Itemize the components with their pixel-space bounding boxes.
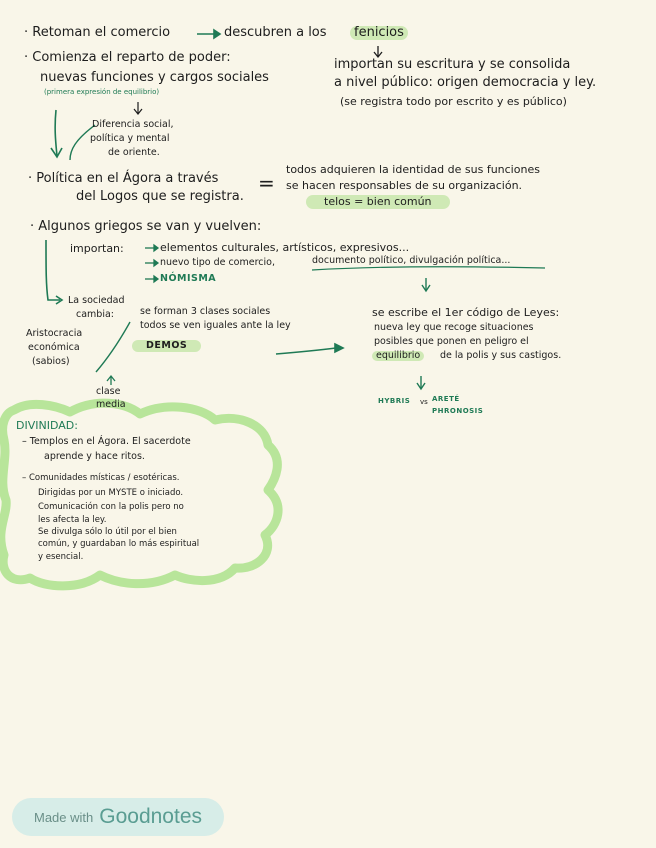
misticas-5: Se divulga sólo lo útil por el bien xyxy=(38,527,177,537)
importan-label: importan: xyxy=(70,242,124,255)
identidad-2: se hacen responsables de su organización. xyxy=(286,179,523,192)
clase-media-1: clase xyxy=(96,386,121,397)
goodnotes-logo: Goodnotes xyxy=(99,805,202,828)
aristocracia-1: Aristocracia xyxy=(26,328,83,339)
line-primera-expresion: (primera expresión de equilibrio) xyxy=(44,88,160,96)
misticas-2: Dirigidas por un MYSTE o iniciado. xyxy=(38,488,184,498)
misticas-7: y esencial. xyxy=(38,552,84,562)
right-line-1: importan su escritura y se consolida xyxy=(334,57,571,72)
import-item-1: elementos culturales, artísticos, expresivos... xyxy=(160,241,410,254)
clases-1: se forman 3 clases sociales xyxy=(140,306,271,317)
sociedad-1: La sociedad xyxy=(68,295,125,306)
arete: ARETÉ xyxy=(432,395,460,403)
politica-1: · Política en el Ágora a través xyxy=(28,171,219,186)
line-fenicios: fenicios xyxy=(350,26,408,40)
diferencia-3: de oriente. xyxy=(108,147,160,158)
diferencia-1: Diferencia social, xyxy=(92,119,174,130)
templos-1: – Templos en el Ágora. El sacerdote xyxy=(22,436,191,447)
misticas-3: Comunicación con la polis pero no xyxy=(38,502,184,512)
identidad-1: todos adquieren la identidad de sus funciones xyxy=(286,163,540,176)
vs-label: vs xyxy=(420,398,428,406)
import-item-nomisma: NÓMISMA xyxy=(160,273,217,284)
line-descubren: descubren a los xyxy=(224,25,327,40)
line-retoman: · Retoman el comercio xyxy=(24,25,171,40)
codigo-3: posibles que ponen en peligro el xyxy=(374,336,529,347)
import-item-2b: documento político, divulgación política... xyxy=(312,255,511,266)
right-line-2: a nivel público: origen democracia y ley. xyxy=(334,75,597,90)
codigo-4: de la polis y sus castigos. xyxy=(440,350,562,361)
divinidad-title: DIVINIDAD: xyxy=(16,419,78,432)
made-with-label: Made with xyxy=(34,809,94,825)
codigo-1: se escribe el 1er código de Leyes: xyxy=(372,306,560,319)
telos-highlight: telos = bien común xyxy=(306,195,450,209)
codigo-2: nueva ley que recoge situaciones xyxy=(374,322,534,333)
phronosis: PHRONOSIS xyxy=(432,407,484,415)
right-line-3: (se registra todo por escrito y es público) xyxy=(340,95,567,108)
codigo-equilibrio: equilibrio xyxy=(372,351,424,361)
clases-2: todos se ven iguales ante la ley xyxy=(140,320,291,331)
algunos-griegos: · Algunos griegos se van y vuelven: xyxy=(30,219,262,234)
demos-highlight: DEMOS xyxy=(132,340,201,352)
templos-2: aprende y hace ritos. xyxy=(44,451,145,462)
clase-media-2: media xyxy=(96,399,126,410)
misticas-6: común, y guardaban lo más espiritual xyxy=(38,539,200,549)
line-comienza: · Comienza el reparto de poder: xyxy=(24,50,231,65)
diferencia-2: política y mental xyxy=(90,133,170,144)
hybris: HYBRIS xyxy=(378,397,411,405)
import-item-2: nuevo tipo de comercio, xyxy=(160,257,275,268)
aristocracia-3: (sabios) xyxy=(32,356,70,367)
arrow-icon xyxy=(197,30,220,38)
equals-sign: = xyxy=(258,171,275,195)
sociedad-2: cambia: xyxy=(76,309,114,320)
aristocracia-2: económica xyxy=(28,342,80,353)
line-nuevas-funciones: nuevas funciones y cargos sociales xyxy=(40,70,269,85)
misticas-4: les afecta la ley. xyxy=(38,515,107,525)
politica-2: del Logos que se registra. xyxy=(76,189,244,204)
made-with-goodnotes-badge[interactable] xyxy=(12,798,224,836)
misticas-1: – Comunidades místicas / esotéricas. xyxy=(22,473,180,483)
